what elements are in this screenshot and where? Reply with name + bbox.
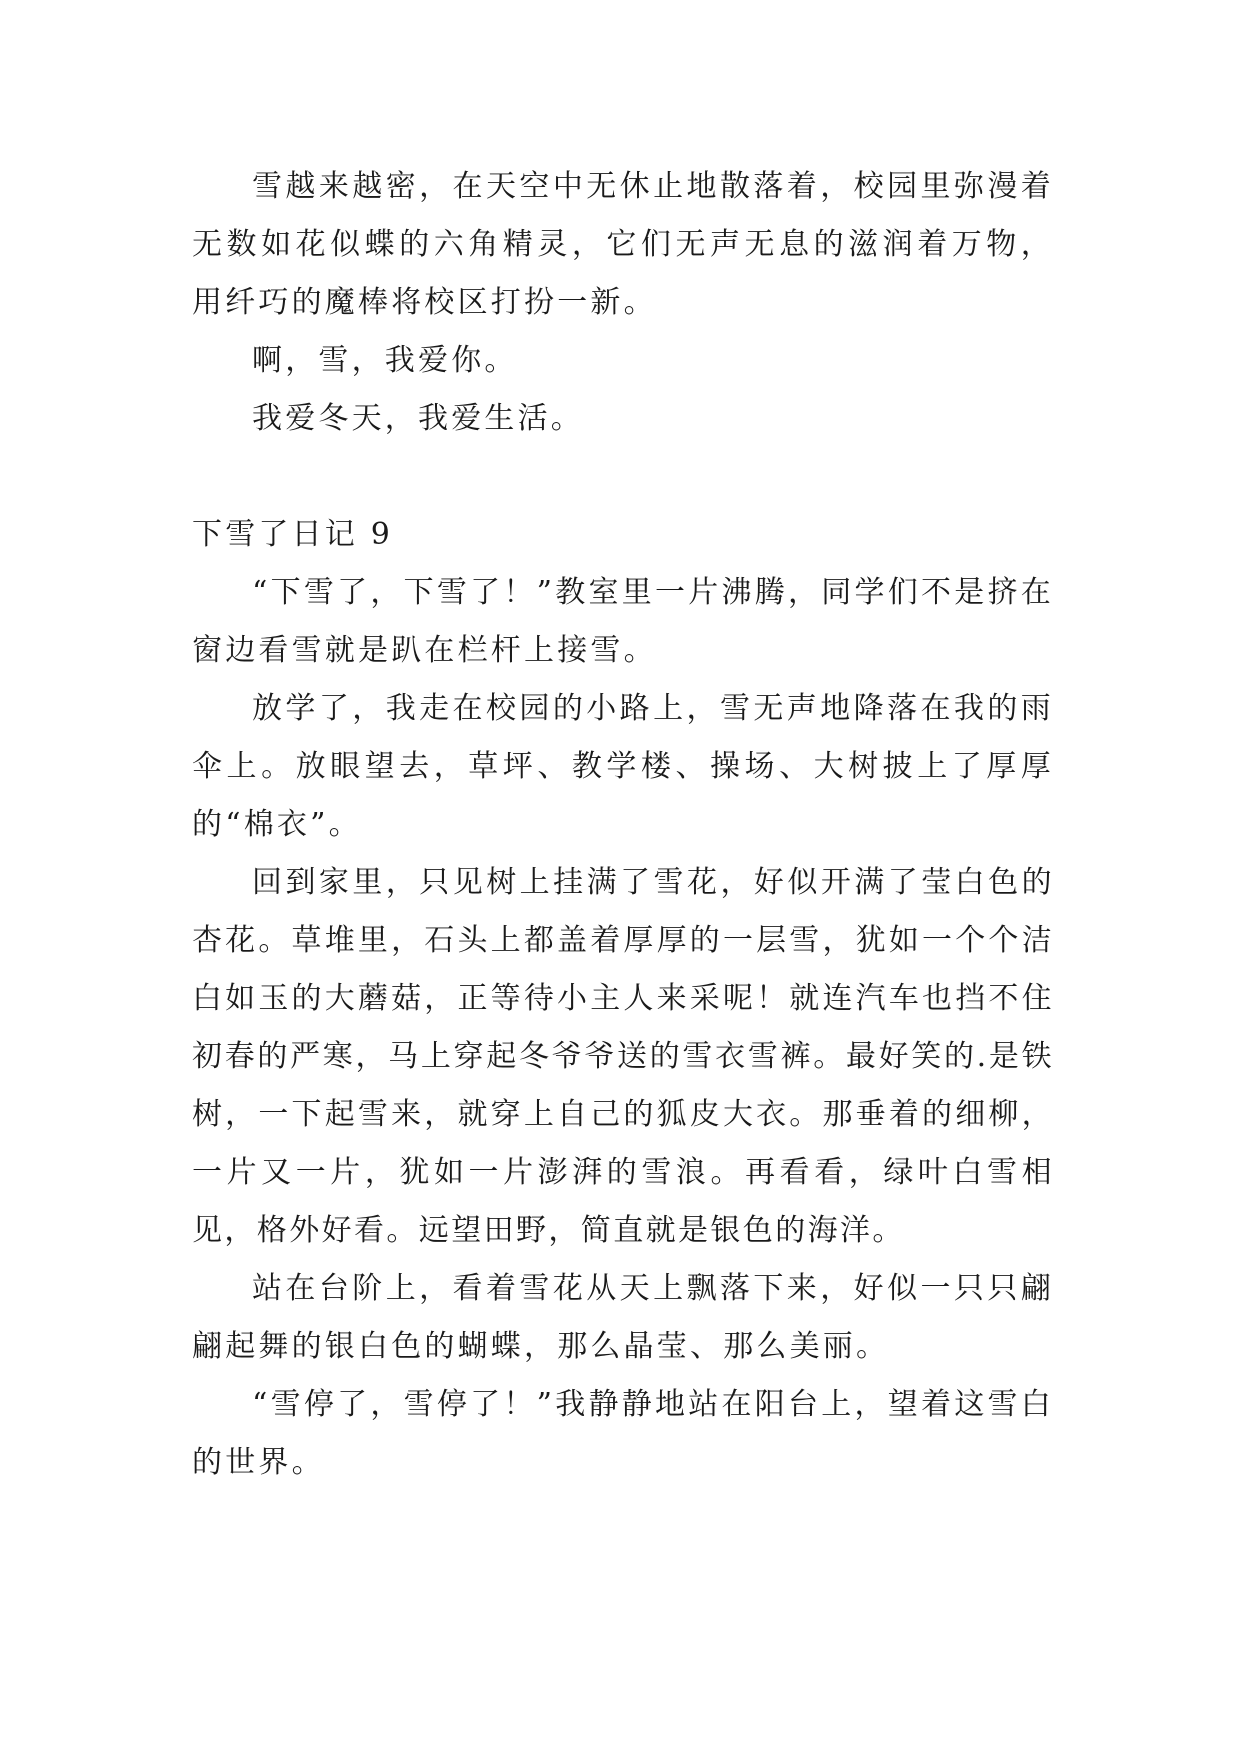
paragraph: “雪停了，雪停了！”我静静地站在阳台上，望着这雪白的世界。 <box>192 1387 1054 1480</box>
paragraph: 放学了，我走在校园的小路上，雪无声地降落在我的雨伞上。放眼望去，草坪、教学楼、操场、大树披上了厚厚的“棉衣”。 <box>192 691 1054 842</box>
paragraph: 回到家里，只见树上挂满了雪花，好似开满了莹白色的杏花。草堆里，石头上都盖着厚厚的一层雪，犹如一个个洁白如玉的大蘑菇，正等待小主人来采呢！就连汽车也挡不住初春的严寒，马上穿起冬爷爷送的雪衣雪裤。最好笑的.是铁树，一下起雪来，就穿上自己的狐皮大衣。那垂着的细柳，一片又一片，犹如一片澎湃的雪浪。再看看，绿叶白雪相见，格外好看。远望田野，简直就是银色的海洋。 <box>192 865 1054 1248</box>
paragraph: 啊，雪，我爱你。 <box>252 343 518 378</box>
paragraph: “下雪了，下雪了！”教室里一片沸腾，同学们不是挤在窗边看雪就是趴在栏杆上接雪。 <box>192 575 1054 668</box>
section-title: 下雪了日记 9 <box>192 517 394 552</box>
paragraph: 站在台阶上，看着雪花从天上飘落下来，好似一只只翩翩起舞的银白色的蝴蝶，那么晶莹、那么美丽。 <box>192 1271 1054 1364</box>
paragraph: 我爱冬天，我爱生活。 <box>252 401 584 436</box>
section-spacer <box>192 448 1054 506</box>
document-body <box>192 158 1054 1492</box>
paragraph: 雪越来越密，在天空中无休止地散落着，校园里弥漫着无数如花似蝶的六角精灵，它们无声无息的滋润着万物，用纤巧的魔棒将校区打扮一新。 <box>192 169 1054 320</box>
